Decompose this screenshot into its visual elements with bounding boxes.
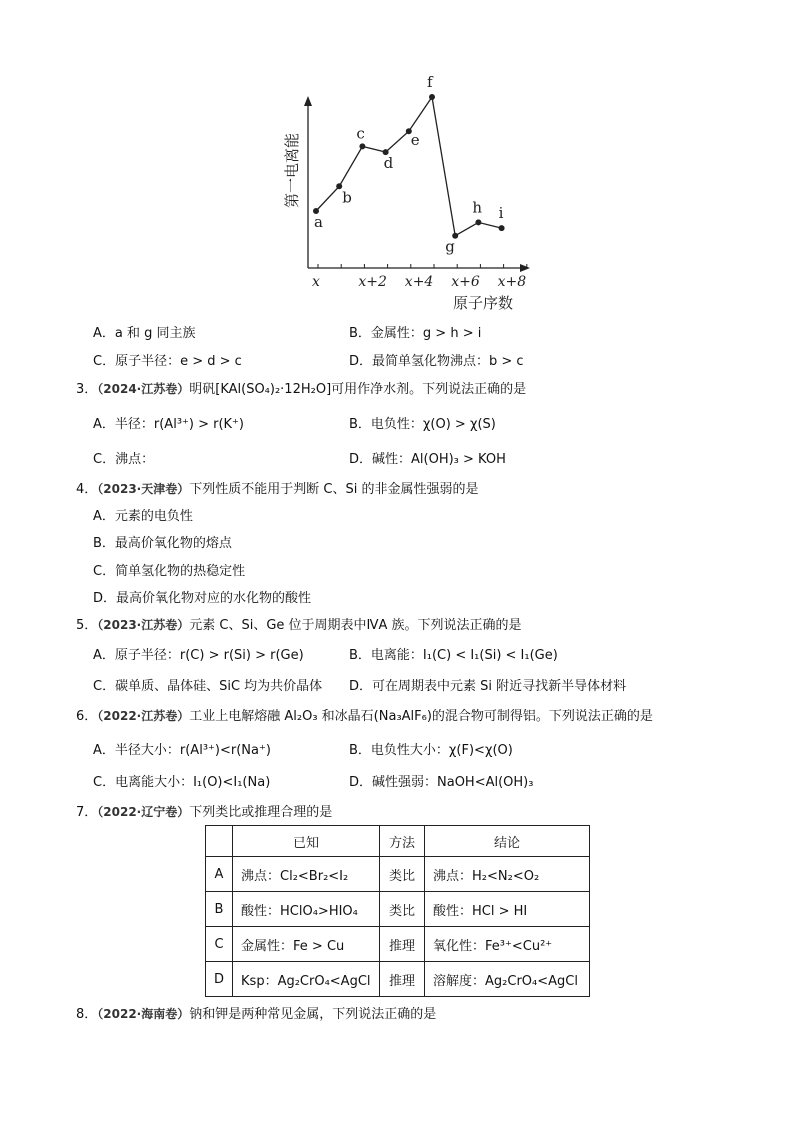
ionization-energy-chart [0,0,794,320]
q3-option-a: A．半径：r(Al³⁺) > r(K⁺) [93,417,244,432]
table-cell: 酸性：HClO₄>HIO₄ [233,892,380,927]
question-stem: 元素 C、Si、Ge 位于周期表中ⅣA 族。下列说法正确的是 [189,618,522,633]
q4-stem-line [76,478,478,497]
q5-option-c: C．碳单质、晶体硅、SiC 均为共价晶体 [93,679,323,694]
question-number: 6． [76,709,98,724]
q4-option-d: D．最高价氧化物对应的水化物的酸性 [93,591,312,606]
question-source: （2022·辽宁卷） [97,805,190,819]
q3-stem-line [76,378,526,397]
point-label: f [427,73,433,91]
table-header-cell: 已知 [233,826,380,857]
question-number: 4． [76,482,98,497]
q4-option-b: B．最高价氧化物的熔点 [93,536,232,551]
q3-option-d: D．碱性：Al(OH)₃ > KOH [349,452,506,467]
question-stem: 明矾[KAl(SO₄)₂·12H₂O]可用作净水剂。下列说法正确的是 [189,382,527,397]
q6-stem-line [76,705,653,724]
q5-option-a: A．原子半径：r(C) > r(Si) > r(Ge) [93,648,304,663]
point-label: h [472,198,483,217]
question-source: （2023·江苏卷） [97,618,190,632]
table-cell: 推理 [380,962,425,997]
x-tick-label: x+2 [358,274,387,290]
table-row [206,962,590,997]
table-cell: 酸性：HCl > HI [425,892,590,927]
table-row [206,857,590,892]
chart-axes [304,96,530,290]
question-number: 7． [76,805,98,820]
q6-option-a: A．半径大小：r(Al³⁺)<r(Na⁺) [93,743,271,758]
data-point [359,143,365,149]
q6-option-b: B．电负性大小：χ(F)<χ(O) [349,743,513,758]
point-label: i [498,204,504,223]
q8-stem-line [76,1003,436,1022]
table-row [206,927,590,962]
chart-ylabel: 第一电离能 [283,132,301,208]
table-cell: D [206,962,233,997]
table-cell: A [206,857,233,892]
table-cell: 沸点：Cl₂<Br₂<I₂ [233,857,380,892]
table-cell: 类比 [380,892,425,927]
point-label: d [383,154,394,173]
q6-option-c: C．电离能大小：I₁(O)<I₁(Na) [93,775,271,790]
chart-series [313,73,505,256]
q2-option-d: D．最简单氢化物沸点：b > c [349,354,524,369]
table-cell: C [206,927,233,962]
data-point [429,94,435,100]
question-source: （2022·江苏卷） [97,709,190,723]
point-label: b [342,188,352,207]
question-stem: 下列类比或推理合理的是 [189,805,333,820]
data-point [499,225,505,231]
q4-option-a: A．元素的电负性 [93,509,193,524]
q7-stem-line [76,801,332,820]
point-label: c [356,124,365,143]
table-cell: 金属性：Fe > Cu [233,927,380,962]
q3-option-b: B．电负性：χ(O) > χ(S) [349,417,496,432]
question-source: （2022·海南卷） [97,1007,190,1021]
question-source: （2023·天津卷） [97,482,190,496]
question-number: 5． [76,618,98,633]
q3-option-c: C．沸点： [93,452,155,467]
table-header-cell [206,826,233,857]
q5-option-d: D．可在周期表中元素 Si 附近寻找新半导体材料 [349,679,627,694]
question-number: 8． [76,1007,98,1022]
y-axis-arrow [304,96,312,106]
question-stem: 下列性质不能用于判断 C、Si 的非金属性强弱的是 [189,482,479,497]
question-source: （2024·江苏卷） [97,382,190,396]
q6-option-d: D．碱性强弱：NaOH<Al(OH)₃ [349,775,534,790]
x-axis-arrow [520,264,530,272]
table-cell: 溶解度：Ag₂CrO₄<AgCl [425,962,590,997]
table-cell: B [206,892,233,927]
data-point [475,219,481,225]
table-cell: 推理 [380,927,425,962]
q2-option-a: A．a 和 g 同主族 [93,326,196,341]
table-cell: 类比 [380,857,425,892]
point-label: a [314,213,323,231]
table-row [206,892,590,927]
table-header-cell: 结论 [425,826,590,857]
question-stem: 工业上电解熔融 Al₂O₃ 和冰晶石(Na₃AlF₆)的混合物可制得铝。下列说法正确的是 [189,709,653,724]
table-cell: 沸点：H₂<N₂<O₂ [425,857,590,892]
table-cell: Ksp：Ag₂CrO₄<AgCl [233,962,380,997]
x-tick-label: x+6 [451,274,480,290]
chart-xlabel: 原子序数 [453,294,514,312]
q2-option-c: C．原子半径：e > d > c [93,354,242,369]
table-header-cell: 方法 [380,826,425,857]
question-number: 3． [76,382,98,397]
table-cell: 氧化性：Fe³⁺<Cu²⁺ [425,927,590,962]
q5-option-b: B．电离能：I₁(C) < I₁(Si) < I₁(Ge) [349,648,558,663]
table-header-row [206,826,590,857]
x-tick-label: x [312,274,320,290]
q2-option-b: B．金属性：g > h > i [349,326,482,341]
q5-stem-line [76,614,522,633]
q4-option-c: C．简单氢化物的热稳定性 [93,564,246,579]
question-stem: 钠和钾是两种常见金属，下列说法正确的是 [189,1007,437,1022]
x-tick-label: x+8 [497,274,527,290]
point-label: g [445,237,455,256]
x-tick-label: x+4 [404,274,434,290]
analogy-table [205,825,590,997]
point-label: e [410,131,420,150]
